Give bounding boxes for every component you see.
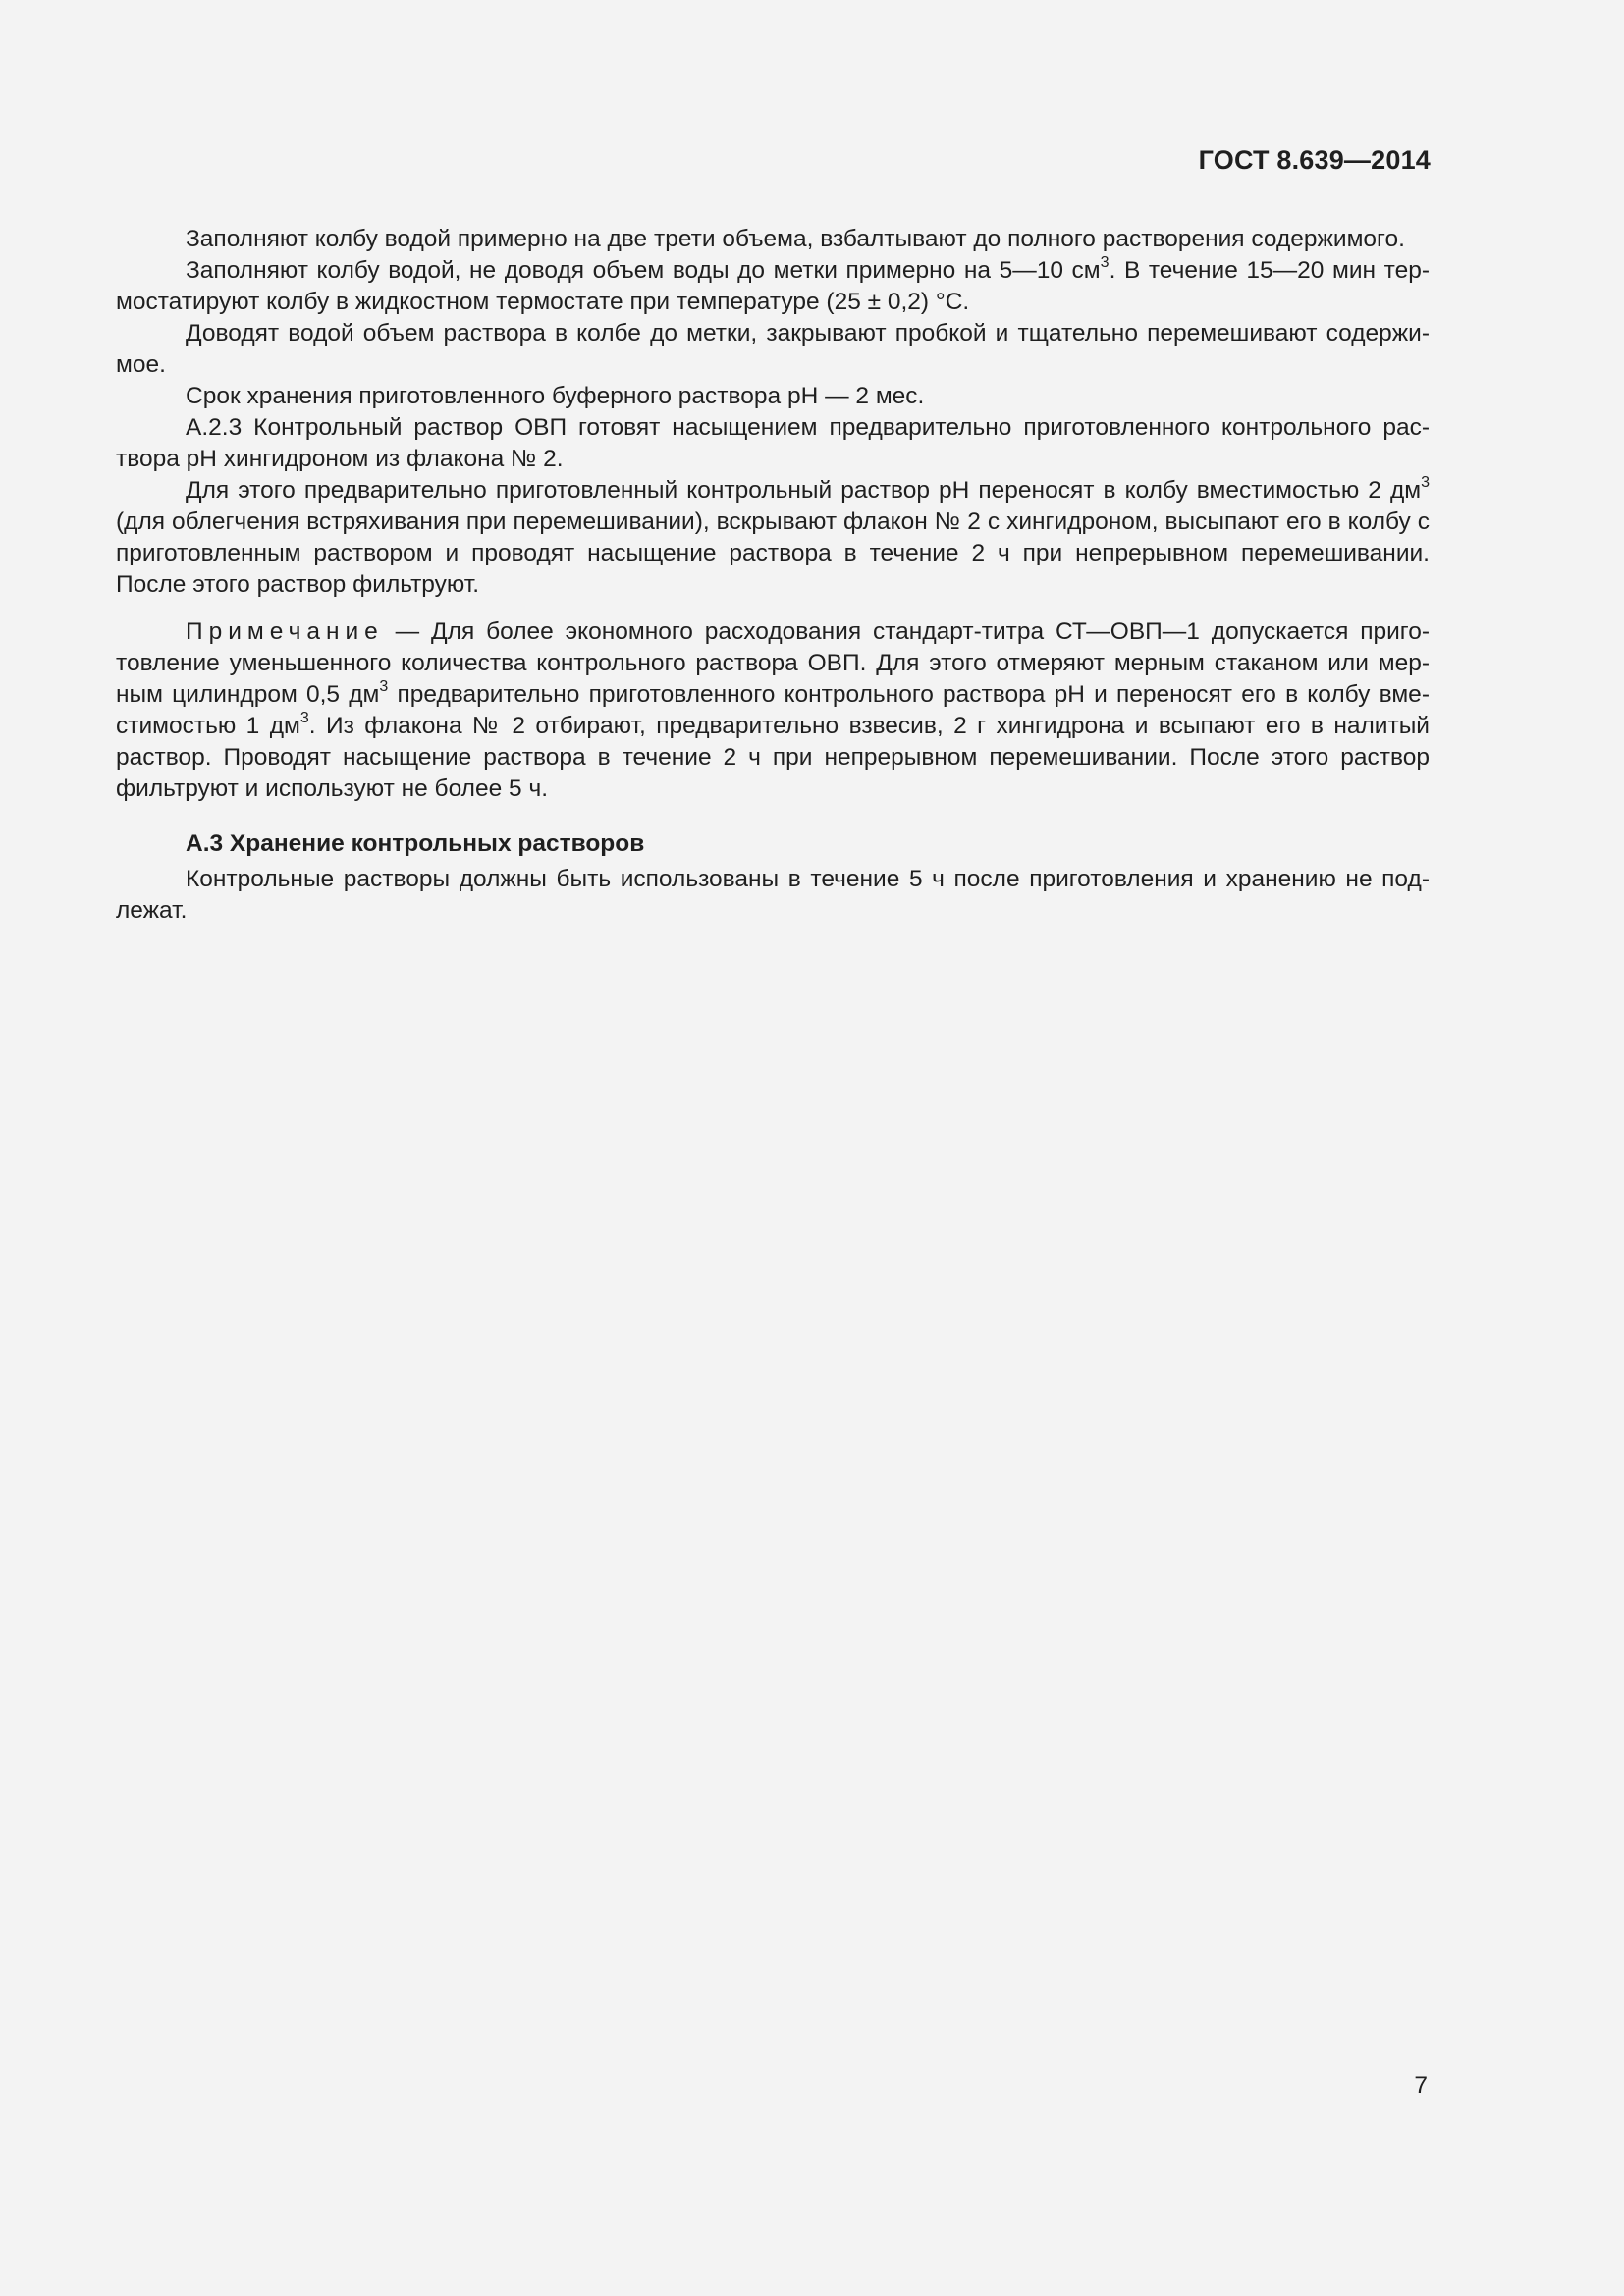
paragraph-saturation-part-1: Для этого предварительно приготовленный контрольный раствор рН переносят в колбу вместимостью 2 дм — [186, 477, 1422, 504]
note-text-part-1: — Для более экономного расходования стандарт-титра СТ—ОВП—1 допускается приготовление уменьшенного количества контрольного раствора ОВП. Для этого отмеряют мерным стаканом или мерным цилиндром 0,5 дм — [116, 618, 1430, 708]
paragraph-dissolve: Заполняют колбу водой примерно на две трети объема, взбалтывают до полного растворения содержимого. — [186, 226, 1405, 252]
paragraph-thermostat-part-1: Заполняют колбу водой, не доводя объем воды до метки примерно на 5—10 см — [186, 257, 1101, 284]
paragraph-saturation — [116, 475, 1430, 601]
superscript-3: 3 — [299, 709, 309, 726]
note-text-part-3: . Из флакона № 2 отбирают, предварительно взвесив, 2 г хингидрона и всыпают его в налитый раствор. Проводят насыщение раствора в течение 2 ч при непрерывном перемешивании. После этого раствор фильтруют и используют не более 5 ч. — [116, 713, 1430, 802]
superscript-3: 3 — [1421, 473, 1430, 491]
section-heading-a-3: А.3 Хранение контрольных растворов — [186, 830, 645, 857]
note-paragraph — [116, 616, 1430, 805]
paragraph-storage-ph: Срок хранения приготовленного буферного раствора рН — 2 мес. — [186, 383, 925, 409]
paragraph-storage-control: Контрольные растворы должны быть использованы в течение 5 ч после приготовления и хранению не подлежат. — [116, 866, 1430, 924]
paragraph-thermostat — [116, 255, 1430, 318]
paragraph-saturation-part-2: (для облегчения встряхивания при перемешивании), вскрывают флакон № 2 с хингидроном, высыпают его в колбу с приготовленным раствором и проводят насыщение раствора в течение 2 ч при непрерывном перемешивании. После этого раствор фильтруют. — [116, 508, 1430, 598]
superscript-3: 3 — [1100, 253, 1110, 271]
superscript-3: 3 — [379, 677, 389, 695]
page-body — [116, 224, 1430, 927]
note-label: Примечание — [186, 618, 384, 645]
paragraph-fill-to-mark: Доводят водой объем раствора в колбе до метки, закрывают пробкой и тщательно перемешивают содержимое. — [116, 320, 1430, 378]
document-code-header: ГОСТ 8.639—2014 — [1198, 145, 1431, 175]
page-number: 7 — [1414, 2072, 1428, 2099]
note-text-part-2: предварительно приготовленного контрольного раствора рН и переносят его в колбу вместимостью 1 дм — [116, 681, 1430, 739]
paragraph-thermostat-part-2: . В течение 15—20 мин термостатируют колбу в жидкостном термостате при температуре (25 ± 0,2) °С. — [116, 257, 1430, 315]
paragraph-a-2-3: А.2.3 Контрольный раствор ОВП готовят насыщением предварительно приготовленного контрольного раствора рН хингидроном из флакона № 2. — [116, 414, 1430, 472]
